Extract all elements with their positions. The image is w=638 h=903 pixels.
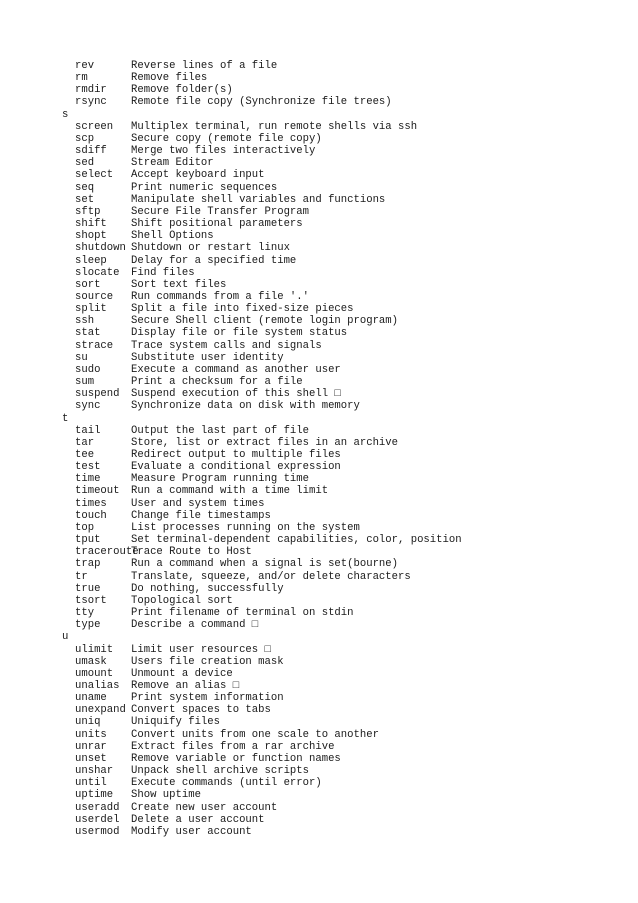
command-name: stat <box>75 327 101 340</box>
command-description: Change file timestamps <box>131 509 271 522</box>
command-description: Convert units from one scale to another <box>131 728 379 741</box>
command-name: unshar <box>75 765 114 778</box>
command-row <box>62 826 462 838</box>
command-description: Sort text files <box>131 278 227 291</box>
command-row <box>62 267 462 279</box>
command-name: unrar <box>75 740 107 753</box>
command-description: Store, list or extract files in an archive <box>131 436 399 449</box>
command-name: type <box>75 619 101 632</box>
command-description: Print numeric sequences <box>131 181 278 194</box>
command-name: usermod <box>75 825 120 838</box>
command-name: useradd <box>75 801 120 814</box>
command-row <box>62 364 462 376</box>
command-description: Topological sort <box>131 594 233 607</box>
command-name: touch <box>75 509 107 522</box>
command-row <box>62 741 462 753</box>
command-listing <box>62 60 462 838</box>
command-description: Multiplex terminal, run remote shells via ssh <box>131 120 418 133</box>
command-description: List processes running on the system <box>131 521 360 534</box>
command-name: source <box>75 290 114 303</box>
command-description: Extract files from a rar archive <box>131 740 335 753</box>
command-row <box>62 729 462 741</box>
command-row <box>62 145 462 157</box>
command-name: trap <box>75 558 101 571</box>
command-name: slocate <box>75 266 120 279</box>
command-name: until <box>75 777 107 790</box>
command-row <box>62 498 462 510</box>
command-row <box>62 121 462 133</box>
command-row <box>62 680 462 692</box>
command-row <box>62 595 462 607</box>
command-description: Limit user resources □ <box>131 643 271 656</box>
command-description: Print system information <box>131 692 284 705</box>
command-name: tsort <box>75 594 107 607</box>
command-description: Redirect output to multiple files <box>131 449 341 461</box>
section-letter-s: s <box>62 108 69 121</box>
command-description: Display file or file system status <box>131 327 348 340</box>
command-row <box>62 789 462 801</box>
command-name: unset <box>75 752 107 765</box>
command-row <box>62 279 462 291</box>
command-row <box>62 522 462 534</box>
command-name: sudo <box>75 363 101 376</box>
command-name: top <box>75 521 95 534</box>
command-description: Remove variable or function names <box>131 752 341 765</box>
section-letter-u: u <box>62 631 69 644</box>
command-row <box>62 814 462 826</box>
command-row <box>62 802 462 814</box>
command-name: tail <box>75 424 101 437</box>
command-row <box>62 72 462 84</box>
command-description: Run commands from a file '.' <box>131 290 310 303</box>
command-name: userdel <box>75 813 120 826</box>
command-name: ulimit <box>75 643 114 656</box>
command-name: screen <box>75 120 114 133</box>
command-name: tr <box>75 570 88 583</box>
command-row <box>62 668 462 680</box>
command-description: Measure Program running time <box>131 473 310 486</box>
command-name: tput <box>75 534 101 547</box>
command-row <box>62 96 462 108</box>
command-name: uptime <box>75 789 114 802</box>
command-name: select <box>75 169 114 182</box>
command-row <box>62 182 462 194</box>
command-row <box>62 656 462 668</box>
command-description: Modify user account <box>131 825 252 838</box>
command-name: unexpand <box>75 704 126 717</box>
command-description: Describe a command □ <box>131 619 259 632</box>
command-description: Unpack shell archive scripts <box>131 765 310 778</box>
command-row <box>62 352 462 364</box>
command-description: Shift positional parameters <box>131 218 303 231</box>
command-row <box>62 242 462 254</box>
command-row <box>62 157 462 169</box>
command-name: rm <box>75 72 88 85</box>
command-row <box>62 206 462 218</box>
section-letter-t: t <box>62 412 69 425</box>
command-description: Run a command when a signal is set(bourne) <box>131 558 399 571</box>
command-row <box>62 571 462 583</box>
command-description: Output the last part of file <box>131 424 310 437</box>
command-row <box>62 607 462 619</box>
command-row <box>62 558 462 570</box>
command-description: Unmount a device <box>131 667 233 680</box>
command-name: timeout <box>75 485 120 498</box>
command-row <box>62 425 462 437</box>
command-name: rev <box>75 60 95 72</box>
command-name: seq <box>75 181 95 194</box>
command-name: traceroute <box>75 546 139 559</box>
command-description: Substitute user identity <box>131 351 284 364</box>
command-name: time <box>75 473 101 486</box>
command-description: Create new user account <box>131 801 278 814</box>
command-description: Execute commands (until error) <box>131 777 322 790</box>
command-description: Synchronize data on disk with memory <box>131 400 360 413</box>
command-description: Secure File Transfer Program <box>131 205 310 218</box>
command-row <box>62 388 462 400</box>
command-description: Remove folder(s) <box>131 84 233 97</box>
command-name: test <box>75 461 101 474</box>
command-row <box>62 194 462 206</box>
command-name: units <box>75 728 107 741</box>
command-description: Suspend execution of this shell □ <box>131 388 341 401</box>
command-description: Trace system calls and signals <box>131 339 322 352</box>
command-row <box>62 704 462 716</box>
command-name: ssh <box>75 315 95 328</box>
command-description: Show uptime <box>131 789 201 802</box>
command-row <box>62 692 462 704</box>
command-description: Trace Route to Host <box>131 546 252 559</box>
command-description: Split a file into fixed-size pieces <box>131 303 354 316</box>
command-row <box>62 583 462 595</box>
command-name: umount <box>75 667 114 680</box>
command-name: tty <box>75 607 95 620</box>
command-row <box>62 60 462 72</box>
command-name: set <box>75 193 95 206</box>
command-description: Evaluate a conditional expression <box>131 461 341 474</box>
command-name: unalias <box>75 679 120 692</box>
command-name: shutdown <box>75 242 126 255</box>
command-description: Run a command with a time limit <box>131 485 329 498</box>
command-name: su <box>75 351 88 364</box>
command-description: Print filename of terminal on stdin <box>131 607 354 620</box>
command-name: suspend <box>75 388 120 401</box>
command-name: sleep <box>75 254 107 267</box>
command-row <box>62 619 462 631</box>
command-row <box>62 716 462 728</box>
command-name: times <box>75 497 107 510</box>
command-row <box>62 400 462 412</box>
command-description: Stream Editor <box>131 157 214 170</box>
command-name: rsync <box>75 96 107 109</box>
command-name: strace <box>75 339 114 352</box>
command-name: true <box>75 582 101 595</box>
command-name: sdiff <box>75 145 107 158</box>
command-description: Manipulate shell variables and functions <box>131 193 386 206</box>
command-row <box>62 315 462 327</box>
command-name: shift <box>75 218 107 231</box>
command-description: Print a checksum for a file <box>131 376 303 389</box>
command-description: Translate, squeeze, and/or delete characters <box>131 570 411 583</box>
command-row <box>62 753 462 765</box>
command-row <box>62 644 462 656</box>
command-name: scp <box>75 132 95 145</box>
command-description: Remove an alias □ <box>131 679 240 692</box>
command-description: Merge two files interactively <box>131 145 316 158</box>
command-row <box>62 510 462 522</box>
command-name: umask <box>75 655 107 668</box>
command-description: Convert spaces to tabs <box>131 704 271 717</box>
command-row <box>62 437 462 449</box>
command-row <box>62 376 462 388</box>
command-description: User and system times <box>131 497 265 510</box>
command-name: uniq <box>75 716 101 729</box>
command-description: Uniquify files <box>131 716 221 729</box>
command-description: Shutdown or restart linux <box>131 242 290 255</box>
command-row <box>62 133 462 145</box>
command-description: Remove files <box>131 72 208 85</box>
command-name: shopt <box>75 230 107 243</box>
command-row <box>62 218 462 230</box>
command-row <box>62 449 462 461</box>
command-description: Reverse lines of a file <box>131 60 278 72</box>
command-name: sed <box>75 157 95 170</box>
command-name: tee <box>75 449 95 461</box>
command-name: sync <box>75 400 101 413</box>
command-name: sum <box>75 376 95 389</box>
command-description: Users file creation mask <box>131 655 284 668</box>
command-row <box>62 303 462 315</box>
command-row <box>62 230 462 242</box>
command-row <box>62 546 462 558</box>
command-description: Accept keyboard input <box>131 169 265 182</box>
command-name: rmdir <box>75 84 107 97</box>
command-row <box>62 777 462 789</box>
command-description: Remote file copy (Synchronize file trees) <box>131 96 392 109</box>
command-name: uname <box>75 692 107 705</box>
command-row <box>62 534 462 546</box>
command-name: sort <box>75 278 101 291</box>
command-description: Secure Shell client (remote login program) <box>131 315 399 328</box>
command-row <box>62 461 462 473</box>
command-name: sftp <box>75 205 101 218</box>
command-description: Delay for a specified time <box>131 254 297 267</box>
command-description: Set terminal-dependent capabilities, color, position <box>131 534 462 547</box>
command-row <box>62 473 462 485</box>
command-row <box>62 169 462 181</box>
command-name: split <box>75 303 107 316</box>
command-description: Find files <box>131 266 195 279</box>
command-row <box>62 485 462 497</box>
command-row <box>62 327 462 339</box>
command-description: Do nothing, successfully <box>131 582 284 595</box>
command-description: Execute a command as another user <box>131 363 341 376</box>
command-description: Secure copy (remote file copy) <box>131 132 322 145</box>
command-row <box>62 765 462 777</box>
command-row <box>62 255 462 267</box>
command-name: tar <box>75 436 95 449</box>
command-description: Shell Options <box>131 230 214 243</box>
command-row <box>62 340 462 352</box>
command-row <box>62 84 462 96</box>
command-row <box>62 291 462 303</box>
command-description: Delete a user account <box>131 813 265 826</box>
